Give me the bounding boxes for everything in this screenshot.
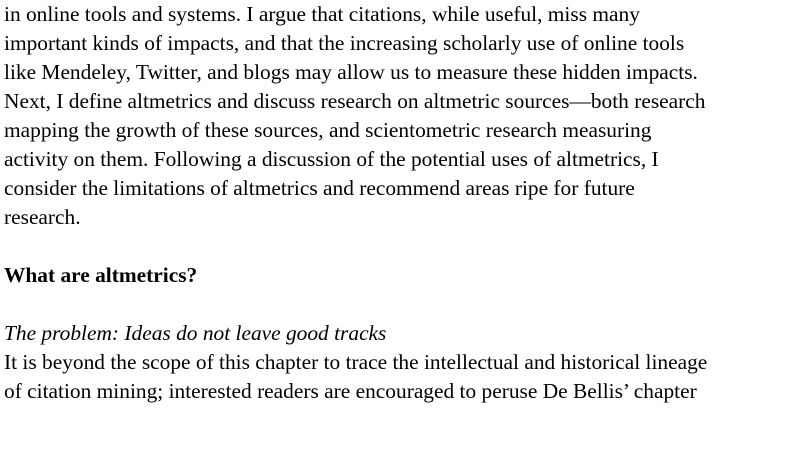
text-line: consider the limitations of altmetrics and recommend areas ripe for future bbox=[4, 176, 635, 200]
subsection-heading: The problem: Ideas do not leave good tracks bbox=[4, 321, 387, 345]
text-line: It is beyond the scope of this chapter to trace the intellectual and historical lineage bbox=[4, 350, 708, 374]
text-line: in online tools and systems. I argue that citations, while useful, miss many bbox=[4, 2, 640, 26]
text-line: mapping the growth of these sources, and scientometric research measuring bbox=[4, 118, 652, 142]
text-line: activity on them. Following a discussion of the potential uses of altmetrics, I bbox=[4, 147, 659, 171]
text-line: research. bbox=[4, 205, 81, 229]
blank-line bbox=[4, 290, 800, 319]
text-line: important kinds of impacts, and that the increasing scholarly use of online tools bbox=[4, 31, 685, 55]
document-page bbox=[4, 0, 800, 450]
text-line: like Mendeley, Twitter, and blogs may allow us to measure these hidden impacts. bbox=[4, 60, 698, 84]
intro-paragraph bbox=[4, 0, 800, 232]
text-line: Next, I define altmetrics and discuss research on altmetric sources—both research bbox=[4, 89, 706, 113]
section-heading: What are altmetrics? bbox=[4, 263, 198, 287]
text-line: of citation mining; interested readers are encouraged to peruse De Bellis’ chapter bbox=[4, 379, 697, 403]
blank-line bbox=[4, 232, 800, 261]
body-paragraph bbox=[4, 348, 800, 406]
